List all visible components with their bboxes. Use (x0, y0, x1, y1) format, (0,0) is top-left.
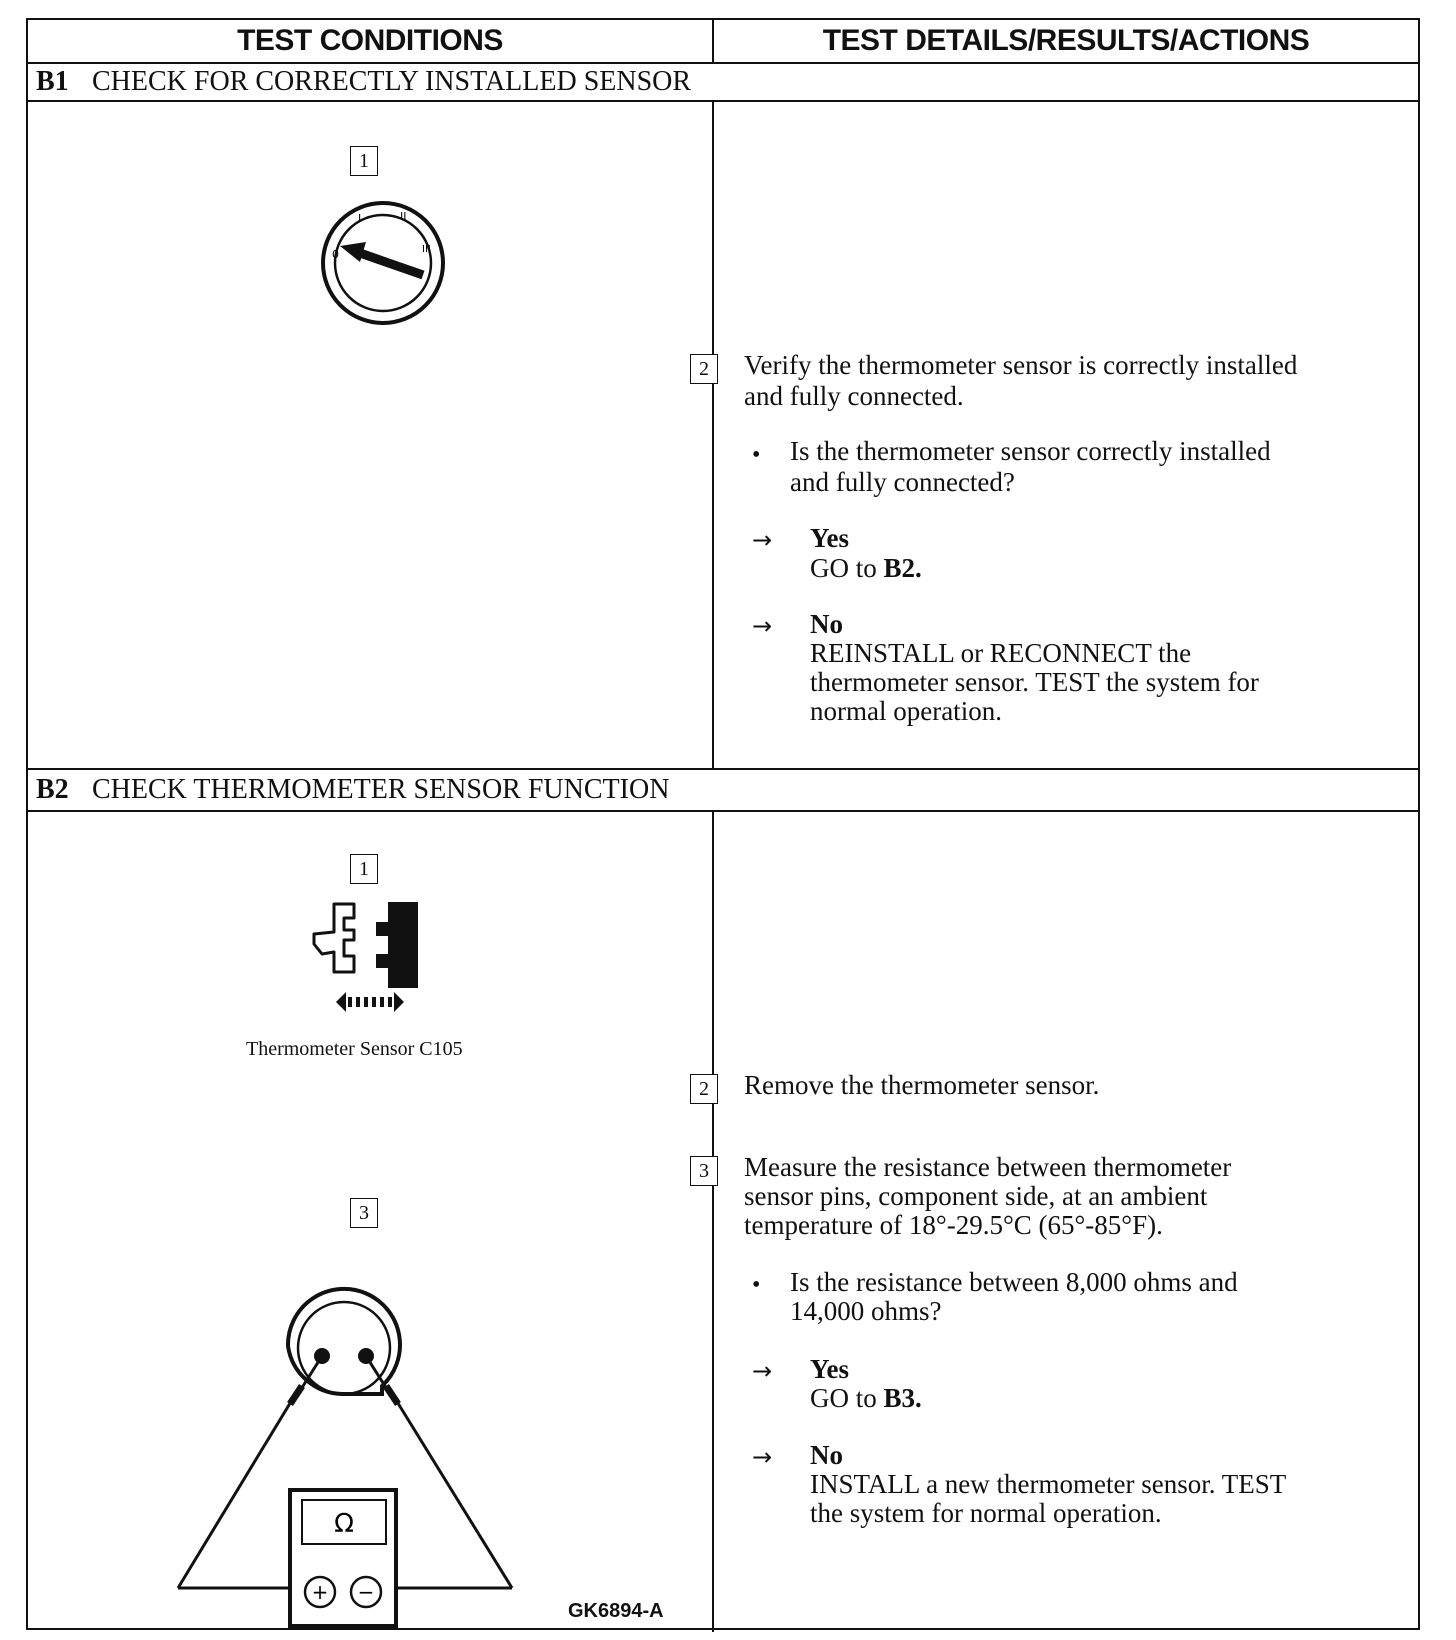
b2-id: B2 (36, 774, 69, 805)
b2-no-line1: INSTALL a new thermometer sensor. TEST (810, 1469, 1287, 1499)
b2-step3-left-badge: 3 (350, 1198, 378, 1228)
b1-step2-badge: 2 (690, 354, 718, 384)
connector-icon (300, 900, 430, 1030)
b2-yes-arrow: → (752, 1357, 773, 1385)
b1-title: CHECK FOR CORRECTLY INSTALLED SENSOR (92, 66, 692, 97)
b2-step3-line1: Measure the resistance between thermometer (744, 1152, 1232, 1182)
b2-step3-badge: 3 (690, 1156, 718, 1186)
b1-id: B1 (36, 66, 69, 97)
b2-yes-action (810, 1383, 922, 1414)
b1-no-label: No (810, 609, 843, 639)
multimeter-diagram-icon (172, 1282, 532, 1632)
b2-no-line2: the system for normal operation. (810, 1498, 1162, 1528)
ignition-label-3: III (422, 244, 431, 255)
b1-yes-target: B2. (883, 553, 922, 583)
b1-step2-line2: and fully connected. (744, 381, 964, 411)
b1-yes-arrow: → (752, 526, 773, 554)
b1-no-line2: thermometer sensor. TEST the system for (810, 667, 1259, 697)
b1-no-arrow: → (752, 612, 773, 640)
b2-step3-line2: sensor pins, component side, at an ambient (744, 1181, 1208, 1211)
b2-column-divider (712, 810, 714, 1632)
b1-column-divider (712, 100, 714, 768)
b1-question-bullet: • (752, 442, 761, 468)
b2-question-line2: 14,000 ohms? (790, 1296, 942, 1326)
connector-caption: Thermometer Sensor C105 (246, 1038, 463, 1060)
figure-code: GK6894-A (568, 1600, 664, 1622)
b2-title-row (36, 770, 669, 810)
b2-yes-action-prefix: GO to (810, 1383, 884, 1413)
b2-question-line1: Is the resistance between 8,000 ohms and (790, 1267, 1238, 1297)
meter-plus-symbol: + (311, 1580, 329, 1604)
b2-no-arrow: → (752, 1443, 773, 1471)
b2-no-label: No (810, 1440, 843, 1470)
b2-step2-badge: 2 (690, 1074, 718, 1104)
header-test-conditions: TEST CONDITIONS (237, 24, 503, 57)
b2-title-divider (28, 810, 1418, 812)
meter-ohm-symbol: Ω (334, 1509, 354, 1539)
b1-question-line2: and fully connected? (790, 467, 1015, 497)
b2-step3-line3: temperature of 18°-29.5°C (65°-85°F). (744, 1210, 1163, 1240)
b1-no-line3: normal operation. (810, 696, 1002, 726)
b2-yes-label: Yes (810, 1354, 849, 1384)
b2-step2-text: Remove the thermometer sensor. (744, 1070, 1100, 1100)
b1-step1-badge: 1 (350, 146, 378, 176)
b2-title: CHECK THERMOMETER SENSOR FUNCTION (92, 774, 670, 805)
test-table (26, 18, 1420, 1630)
b1-yes-action (810, 553, 922, 584)
b1-step2-line1: Verify the thermometer sensor is correctly installed (744, 350, 1298, 380)
b1-question-line1: Is the thermometer sensor correctly installed (790, 436, 1271, 466)
b1-no-line1: REINSTALL or RECONNECT the (810, 638, 1192, 668)
ignition-label-0: 0 (332, 248, 339, 261)
b2-yes-target: B3. (883, 1383, 922, 1413)
b1-title-row (36, 62, 691, 102)
ignition-label-2: II (400, 210, 407, 223)
meter-minus-symbol: − (357, 1580, 375, 1604)
b1-yes-action-prefix: GO to (810, 553, 884, 583)
b2-question-bullet: • (752, 1272, 761, 1298)
b1-yes-label: Yes (810, 523, 849, 553)
ignition-label-1: I (358, 212, 362, 225)
b2-step1-badge: 1 (350, 854, 378, 884)
header-test-details: TEST DETAILS/RESULTS/ACTIONS (822, 24, 1310, 57)
ignition-switch-icon (318, 198, 448, 328)
